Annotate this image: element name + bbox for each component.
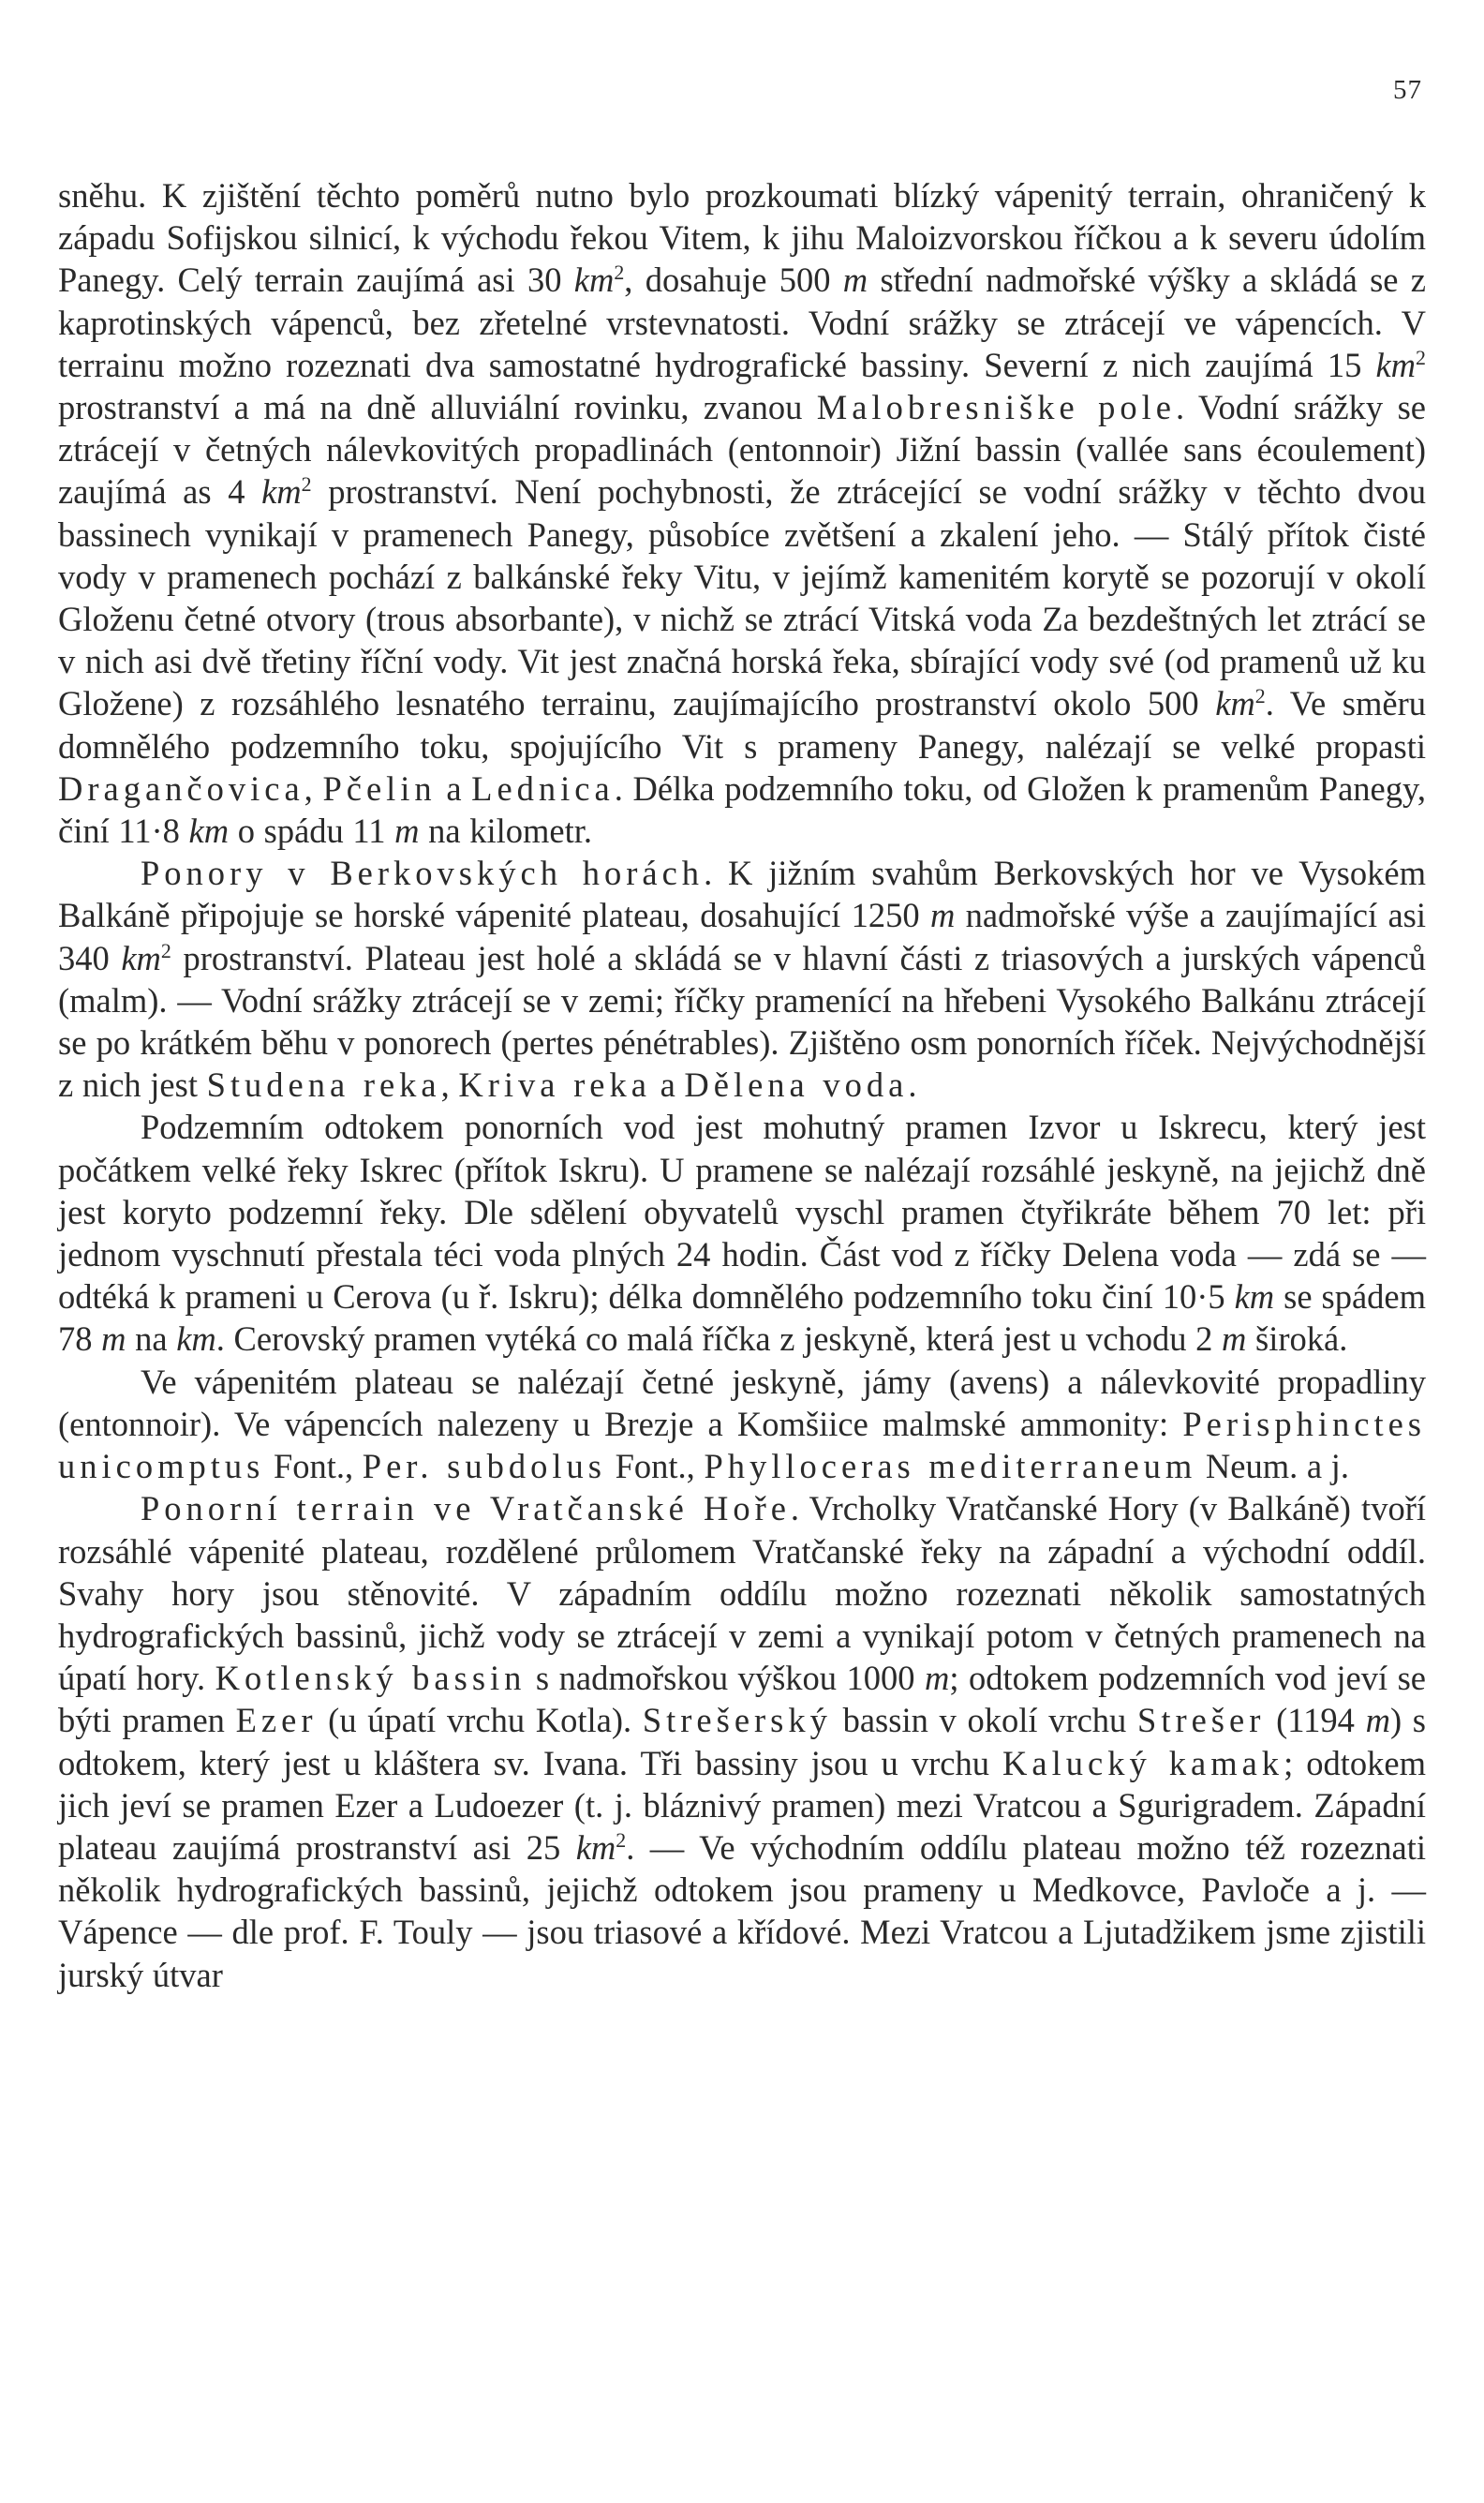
unit-text: km — [575, 1827, 616, 1867]
text-run: . — [908, 1065, 917, 1105]
section-heading: Ponory v Berkovských horách — [141, 854, 705, 893]
text-run: , — [440, 1065, 459, 1105]
text-run: ; odtokem jich jeví se pramen Ezer a Ludoezer (t. j. bláznivý pramen) mezi Vratcou a Sgurigradem. Západní plateau zaujímá prostranství asi 25 — [58, 1743, 1426, 1867]
unit-text: km — [1215, 684, 1255, 723]
text-run: prostranství a má na dně alluviální rovinku, zvanou — [58, 388, 817, 427]
place-name: Dělena voda — [684, 1065, 909, 1105]
text-run: . Cerovský pramen vytéká co malá říčka z jeskyně, která jest u vchodu 2 — [215, 1319, 1223, 1359]
text-run: (1194 — [1265, 1701, 1366, 1740]
superscript: 2 — [1416, 345, 1426, 369]
text-run: Podzemním odtokem ponorních vod jest mohutný pramen Izvor u Iskrecu, který jest počátkem velké řeky Iskrec (přítok Iskru). U pramene se nalézají rozsáhlé jeskyně, na jejichž dně jest koryto podzemní řeky. Dle sdělení obyvatelů vyschl pramen čtyřikráte během 70 let: při jednom vyschnutí přestala téci voda plných 24 hodin. Část vod z říčky Delena voda — zdá se — odtéká k prameni u Cerova (u ř. Iskru); délka domnělého podzemního toku činí 10·5 — [58, 1108, 1426, 1317]
superscript: 2 — [160, 938, 171, 962]
place-name: Kalucký kamak — [1002, 1743, 1284, 1782]
text-run: . Délka podzemního toku, od Gložen k pramenům Panegy, činí 11·8 — [58, 768, 1426, 851]
unit-text: m — [925, 1659, 950, 1698]
place-name: Lednica — [471, 768, 615, 808]
unit-text: km — [1375, 345, 1417, 384]
text-run: a — [650, 1065, 685, 1105]
text-run: široká. — [1246, 1319, 1348, 1359]
unit-text: km — [261, 472, 302, 512]
text-run: ) s odtokem, který jest u kláštera sv. Ivana. Tři bassiny jsou u vrchu — [58, 1701, 1426, 1782]
place-name: Kotlenský bassin — [215, 1659, 527, 1698]
unit-text: m — [929, 896, 956, 935]
place-name: Strešerský — [642, 1701, 832, 1740]
text-run: Font., — [264, 1447, 363, 1486]
place-name: Ezer — [235, 1701, 318, 1740]
text-run: nadmořské výše a zaujímající asi 340 — [58, 896, 1426, 977]
paragraph-3 — [58, 1106, 1426, 1360]
species-name: Per. subdolus — [362, 1447, 606, 1486]
text-run: Neum. a j. — [1196, 1447, 1349, 1486]
text-run: střední nadmořské výšky a skládá se z kaprotinských vápenců, bez zřetelné vrstevnatosti. Vodní srážky se ztrácejí ve vápencích. V terrainu možno rozeznati dva samostatné hydrografické bassiny. Severní z nich zaujímá 15 — [58, 261, 1426, 384]
paragraph-2 — [58, 852, 1426, 1106]
unit-text: m — [101, 1319, 126, 1359]
text-run: na kilometr. — [419, 812, 593, 851]
place-name: Studena reka — [206, 1065, 441, 1105]
place-name: Strešer — [1137, 1701, 1266, 1740]
text-run: o spádu 11 — [229, 812, 395, 851]
species-name: Phylloceras mediterraneum — [704, 1447, 1197, 1486]
text-run: , dosahuje 500 — [624, 261, 843, 300]
body-text — [58, 174, 1426, 1996]
text-run: prostranství. Plateau jest holé a skládá se v hlavní části z triasových a jurských vápenců (malm). — Vodní srážky ztrácejí se v zemi; říčky pramenící na hřebeni Vysokého Balkánu ztrácejí se po krátkém běhu v ponorech (pertes pénétrables). Zjištěno osm ponorních říček. Nejvýchodnější z nich jest — [58, 938, 1426, 1105]
unit-text: km — [188, 812, 230, 851]
text-run: se spádem 78 — [58, 1277, 1426, 1359]
superscript: 2 — [1254, 684, 1266, 708]
text-run: . Vodní srážky se ztrácejí v četných nálevkovitých propadlinách (entonnoir) Jižní bassin (vallée sans écoulement) zaujímá as 4 — [58, 388, 1426, 512]
unit-text: m — [1365, 1701, 1390, 1740]
section-heading: Ponorní terrain ve Vratčanské Hoře — [141, 1489, 791, 1528]
species-name: Perisphinctes unicomptus — [58, 1404, 1426, 1486]
unit-text: m — [394, 812, 420, 851]
unit-text: km — [1234, 1277, 1275, 1317]
place-name: Malobresniške pole — [816, 388, 1176, 427]
text-run: a — [436, 768, 472, 808]
text-run: prostranství. Není pochybnosti, že ztrácející se vodní srážky v těchto dvou bassinech vynikají v pramenech Panegy, působíce zvětšení a zkalení jeho. — Stálý přítok čisté vody v pramenech pochází z balkánské řeky Vitu, v jejímž kamenitém korytě se pozorují v okolí Gloženu četné otvory (trous absorbante), v nichž se ztrácí Vitská voda Za bezdeštných let ztrácí se v nich asi dvě třetiny říční vody. Vit jest značná horská řeka, sbírající vody své (od pramenů už ku Gložene) z rozsáhlého lesnatého terrainu, zaujímajícího prostranství okolo 500 — [58, 472, 1426, 723]
superscript: 2 — [616, 1827, 627, 1852]
superscript: 2 — [301, 472, 312, 497]
text-run: (u úpatí vrchu Kotla). — [317, 1701, 643, 1740]
page-number: 57 — [1393, 75, 1422, 105]
place-name: Kriva reka — [458, 1065, 651, 1105]
unit-text: m — [1222, 1319, 1247, 1359]
text-run: . — Ve východním oddílu plateau možno též rozeznati několik hydrografických bassinů, jejichž odtokem jsou prameny u Medkovce, Pavloče a j. — Vápence — dle prof. F. Touly — jsou triasové a křídové. Mezi Vratcou a Ljutadžikem jsme zjistili jurský útvar — [58, 1827, 1427, 1994]
text-run: s nadmořskou výškou 1000 — [526, 1659, 926, 1698]
text-run: , — [304, 768, 323, 808]
text-run: . Ve směru domnělého podzemního toku, spojujícího Vit s prameny Panegy, nalézají se velké propasti — [58, 684, 1426, 766]
text-run: . K jižním svahům Berkovských hor ve Vysokém Balkáně připojuje se horské vápenité plateau, dosahující 1250 — [58, 854, 1426, 935]
unit-text: km — [176, 1319, 216, 1359]
unit-text: m — [842, 261, 868, 300]
superscript: 2 — [614, 261, 625, 285]
paragraph-4 — [58, 1361, 1426, 1488]
text-run: Ve vápenitém plateau se nalézají četné jeskyně, jámy (avens) a nálevkovité propadliny (entonnoir). Ve vápencích nalezeny u Brezje a Komšiice malmské ammonity: — [58, 1362, 1426, 1443]
text-run: . Vrcholky Vratčanské Hory (v Balkáně) tvoří rozsáhlé vápenité plateau, rozdělené průlomem Vratčanské řeky na západní a východní oddíl. Svahy hory jsou stěnovité. V západním oddílu možno rozeznati několik samostatných hydrografických bassinů, jichž vody se ztrácejí v zemi a vynikají potom v četných pramenech na úpatí hory. — [58, 1489, 1426, 1698]
place-name: Pčelin — [322, 768, 437, 808]
text-run: ; odtokem podzemních vod jeví se býti pramen — [58, 1659, 1427, 1740]
unit-text: km — [121, 938, 161, 977]
paragraph-1 — [58, 174, 1426, 852]
place-name: Dragančovica — [58, 768, 304, 808]
text-run: bassin v okolí vrchu — [831, 1701, 1138, 1740]
text-run: na — [126, 1319, 177, 1359]
text-run: Font., — [605, 1447, 705, 1486]
text-run: sněhu. K zjištění těchto poměrů nutno bylo prozkoumati blízký vápenitý terrain, ohraničený k západu Sofijskou silnicí, k východu řekou Vitem, k jihu Maloizvorskou říčkou a k severu údolím Panegy. Celý terrain zaujímá asi 30 — [58, 176, 1426, 300]
paragraph-5 — [58, 1487, 1426, 1995]
unit-text: km — [573, 261, 615, 300]
